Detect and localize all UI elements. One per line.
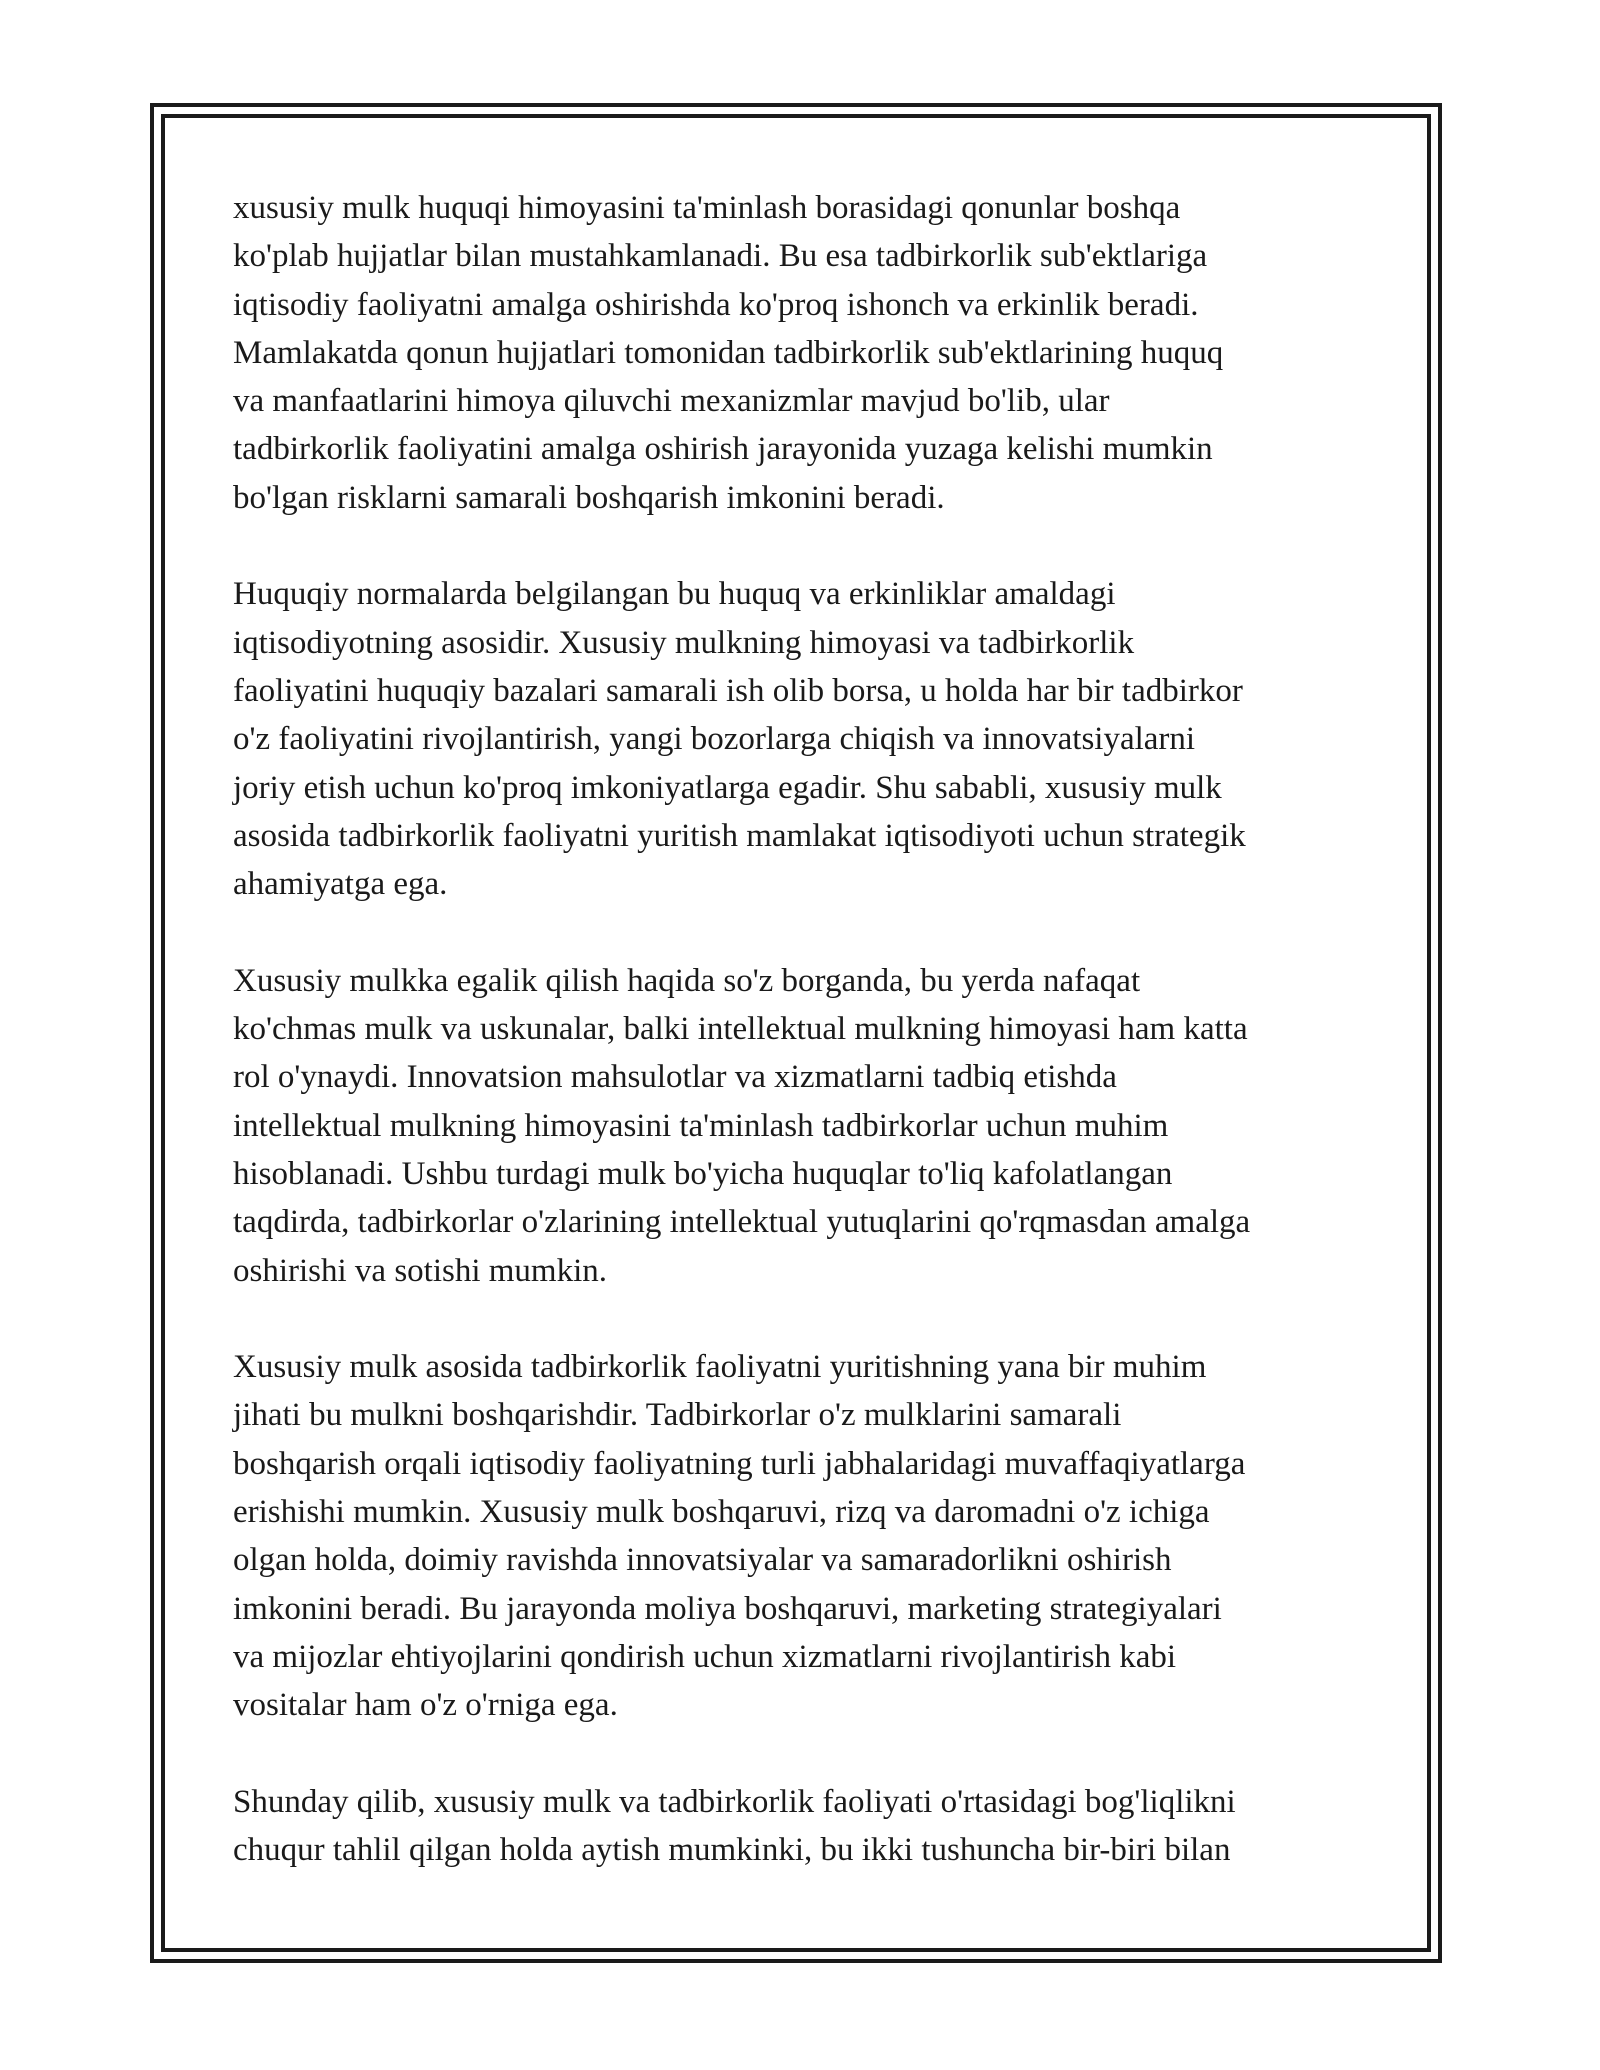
paragraph-2: Huquqiy normalarda belgilangan bu huquq va erkinliklar amaldagi iqtisodiyotning asosidir. Xususiy mulkning himoyasi va tadbirkorlik faoliyatini huquqiy bazalari samarali ish olib borsa, u holda har bir tadbirkor o'z faoliyatini rivojlantirish, yangi bozorlarga chiqish va innovatsiyalarni joriy etish uchun ko'proq imkoniyatlarga egadir. Shu sababli, xususiy mulk asosida tadbirkorlik faoliyatni yuritish mamlakat iqtisodiyoti uchun strategik ahamiyatga ega. — [233, 576, 1246, 903]
paragraph-1: xususiy mulk huquqi himoyasini ta'minlash borasidagi qonunlar boshqa ko'plab hujjatlar bilan mustahkamlanadi. Bu esa tadbirkorlik sub'ektlariga iqtisodiy faoliyatni amalga oshirishda ko'proq ishonch va erkinlik beradi. Mamlakatda qonun hujjatlari tomonidan tadbirkorlik sub'ektlarining huquq va manfaatlarini himoya qiluvchi mexanizmlar mavjud bo'lib, ular tadbirkorlik faoliyatini amalga oshirish jarayonida yuzaga kelishi mumkin bo'lgan risklarni samarali boshqarish imkonini beradi. — [233, 190, 1224, 516]
paragraph-3: Xususiy mulkka egalik qilish haqida so'z borganda, bu yerda nafaqat ko'chmas mulk va uskunalar, balki intellektual mulkning himoyasi ham katta rol o'ynaydi. Innovatsion mahsulotlar va xizmatlarni tadbiq etishda intellektual mulkning himoyasini ta'minlash tadbirkorlar uchun muhim hisoblanadi. Ushbu turdagi mulk bo'yicha huquqlar to'liq kafolatlangan taqdirda, tadbirkorlar o'zlarining intellektual yutuqlarini qo'rqmasdan amalga oshirishi va sotishi mumkin. — [233, 962, 1251, 1289]
document-body — [233, 184, 1373, 1923]
paragraph-5: Shunday qilib, xususiy mulk va tadbirkorlik faoliyati o'rtasidagi bog'liqlikni chuqur tahlil qilgan holda aytish mumkinki, bu ikki tushuncha bir-biri bilan — [233, 1783, 1236, 1869]
paragraph-4: Xususiy mulk asosida tadbirkorlik faoliyatni yuritishning yana bir muhim jihati bu mulkni boshqarishdir. Tadbirkorlar o'z mulklarini samarali boshqarish orqali iqtisodiy faoliyatning turli jabhalaridagi muvaffaqiyatlarga erishishi mumkin. Xususiy mulk boshqaruvi, rizq va daromadni o'z ichiga olgan holda, doimiy ravishda innovatsiyalar va samaradorlikni oshirish imkonini beradi. Bu jarayonda moliya boshqaruvi, marketing strategiyalari va mijozlar ehtiyojlarini qondirish uchun xizmatlarni rivojlantirish kabi vositalar ham o'z o'rniga ega. — [233, 1349, 1246, 1724]
